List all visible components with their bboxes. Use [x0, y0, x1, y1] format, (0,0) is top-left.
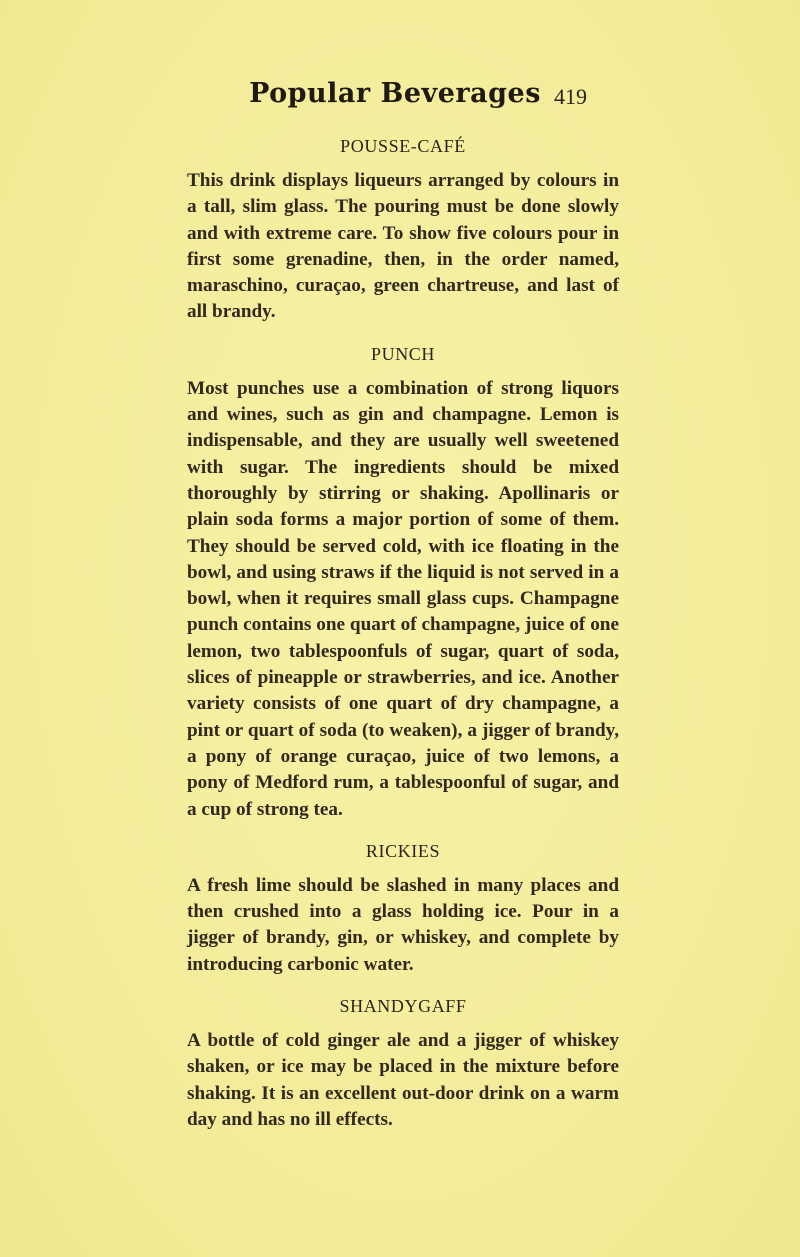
page-content: [187, 136, 619, 1151]
section-heading: SHANDYGAFF: [339, 996, 467, 1017]
section-pousse-cafe: [187, 136, 619, 326]
section-punch: [187, 344, 619, 823]
section-body: Most punches use a combination of strong liquors and wines, such as gin and champagne. Lemon is indispensable, and they are usually well sweetened with sugar. The ingredients should be mixed thoroughly by stirring or shaking. Apollinaris or plain soda forms a major portion of some of them. They should be served cold, with ice floating in the bowl, and using straws if the liquid is not served in a bowl, when it requires small glass cups. Champagne punch contains one quart of champagne, juice of one lemon, two tablespoonfuls of sugar, quart of soda, slices of pineapple or strawberries, and ice. Another variety consists of one quart of dry champagne, a pint or quart of soda (to weaken), a jigger of brandy, a pony of orange curaçao, juice of two lemons, a pony of Medford rum, a tablespoonful of sugar, and a cup of strong tea.: [187, 377, 619, 820]
section-body: This drink displays liqueurs arranged by colours in a tall, slim glass. The pouring must be done slowly and with extreme care. To show five colours pour in first some grenadine, then, in the order named, maraschino, curaçao, green chartreuse, and last of all brandy.: [187, 170, 619, 323]
section-heading: POUSSE-CAFÉ: [340, 136, 466, 156]
page-number: 419: [554, 84, 587, 109]
section-body: A bottle of cold ginger ale and a jigger of whiskey shaken, or ice may be placed in the mixture before shaking. It is an excellent out-door drink on a warm day and has no ill effects.: [187, 1030, 619, 1130]
section-rickies: [187, 841, 619, 978]
section-heading: RICKIES: [365, 840, 441, 861]
section-shandygaff: [187, 996, 619, 1133]
running-header: [0, 78, 800, 118]
section-heading: PUNCH: [370, 343, 435, 364]
running-title: Popular Beverages: [249, 78, 541, 109]
section-body: A fresh lime should be slashed in many places and then crushed into a glass holding ice. Pour in a jigger of brandy, gin, or whiskey, and complete by introducing carbonic water.: [187, 874, 619, 975]
